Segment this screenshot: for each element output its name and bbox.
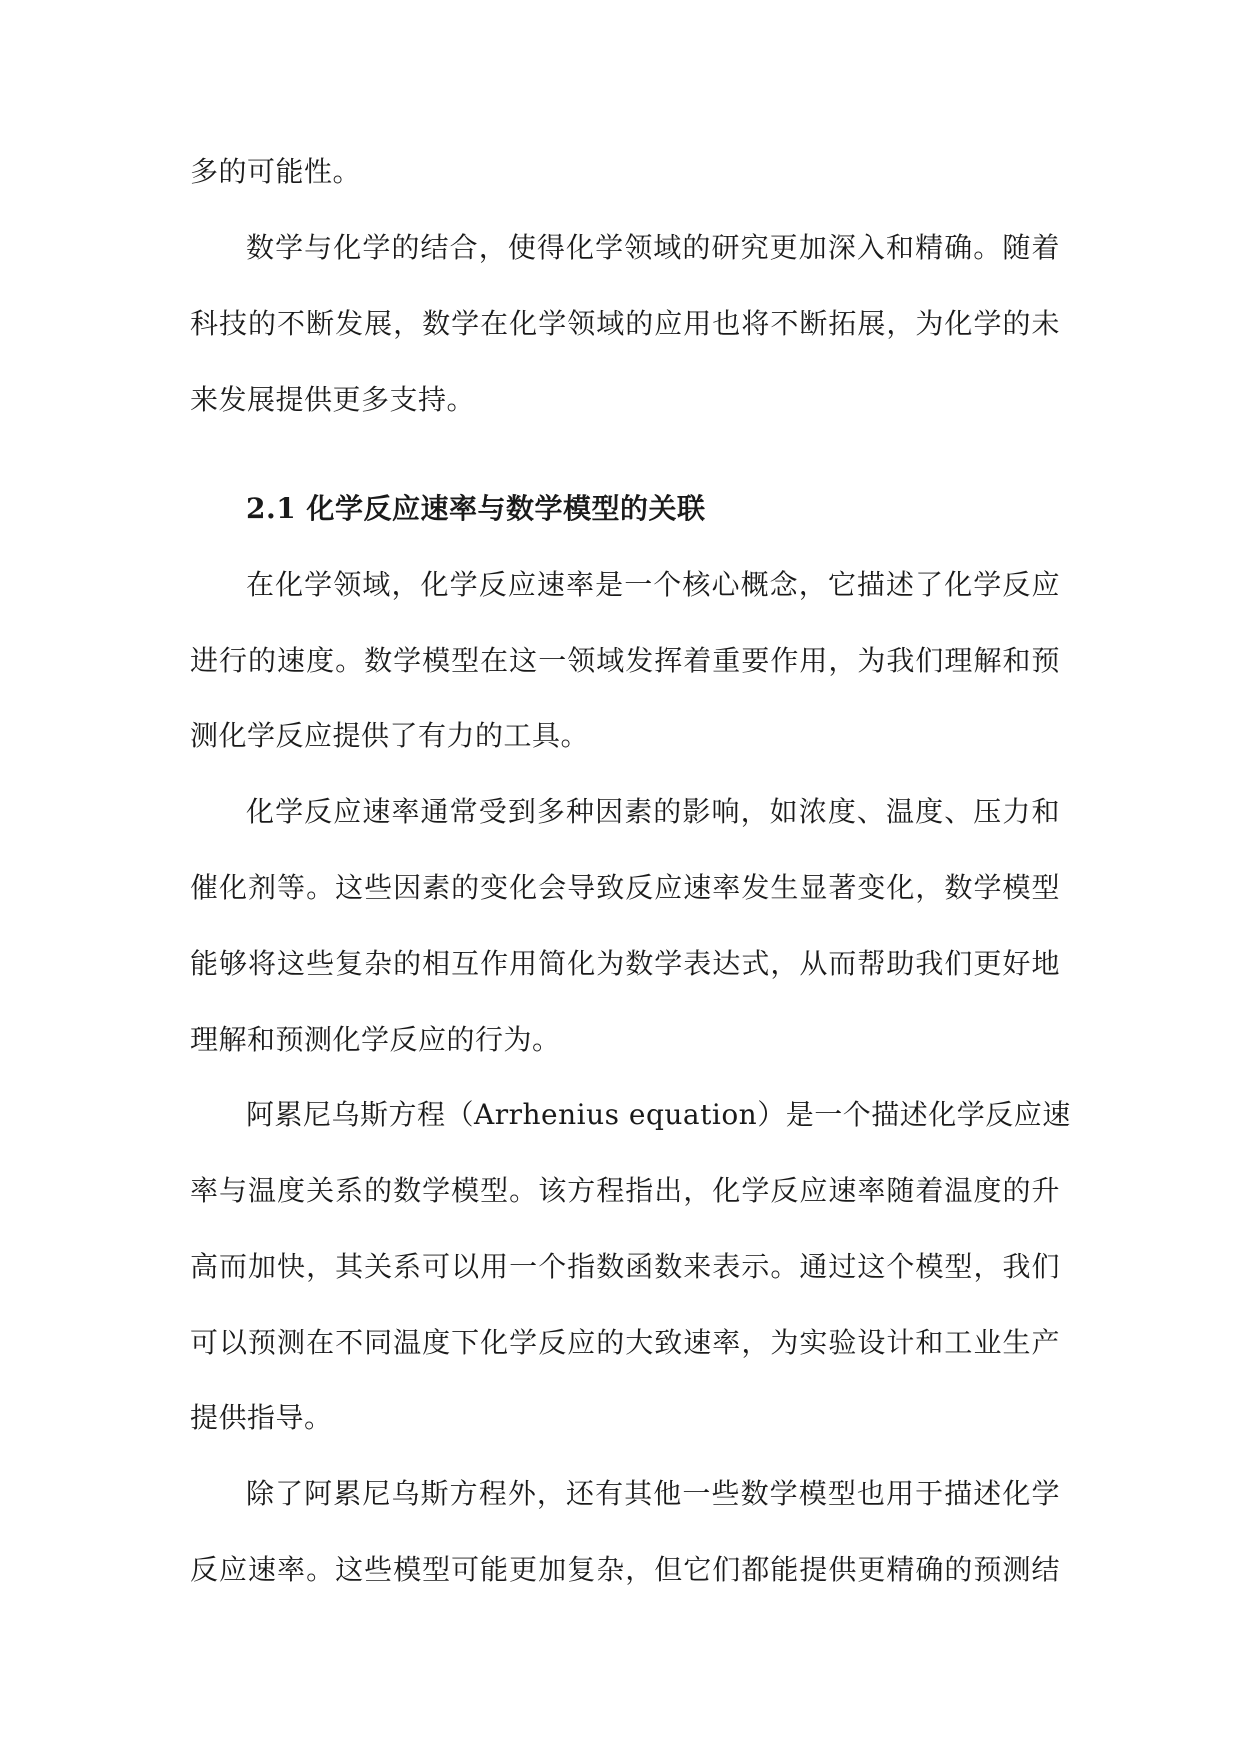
- paragraph-line: 提供指导。: [190, 1401, 333, 1434]
- paragraph-line: 化学反应速率通常受到多种因素的影响，如浓度、温度、压力和: [246, 795, 1060, 828]
- paragraph-line: 反应速率。这些模型可能更加复杂，但它们都能提供更精确的预测结: [190, 1553, 1060, 1586]
- paragraph-line: 率与温度关系的数学模型。该方程指出，化学反应速率随着温度的升: [190, 1174, 1060, 1207]
- paragraph-line: 科技的不断发展，数学在化学领域的应用也将不断拓展，为化学的未: [190, 307, 1060, 340]
- paragraph-line: 数学与化学的结合，使得化学领域的研究更加深入和精确。随着: [246, 231, 1060, 264]
- paragraph-line: 来发展提供更多支持。: [190, 383, 476, 416]
- paragraph-line: 高而加快，其关系可以用一个指数函数来表示。通过这个模型，我们: [190, 1250, 1060, 1283]
- paragraph-line: 可以预测在不同温度下化学反应的大致速率，为实验设计和工业生产: [190, 1326, 1060, 1359]
- paragraph-line: 理解和预测化学反应的行为。: [190, 1023, 561, 1056]
- paragraph-line: 能够将这些复杂的相互作用简化为数学表达式，从而帮助我们更好地: [190, 947, 1060, 980]
- paragraph-line: 除了阿累尼乌斯方程外，还有其他一些数学模型也用于描述化学: [246, 1477, 1060, 1510]
- paragraph-line: 测化学反应提供了有力的工具。: [190, 719, 590, 752]
- section-heading: 2.1 化学反应速率与数学模型的关联: [246, 492, 706, 525]
- paragraph-line: 多的可能性。: [190, 155, 362, 188]
- paragraph-line: 在化学领域，化学反应速率是一个核心概念，它描述了化学反应: [246, 568, 1060, 601]
- paragraph-line: 阿累尼乌斯方程（Arrhenius equation）是一个描述化学反应速: [246, 1098, 1071, 1131]
- paragraph-line: 催化剂等。这些因素的变化会导致反应速率发生显著变化，数学模型: [190, 871, 1060, 904]
- paragraph-line: 进行的速度。数学模型在这一领域发挥着重要作用，为我们理解和预: [190, 644, 1060, 677]
